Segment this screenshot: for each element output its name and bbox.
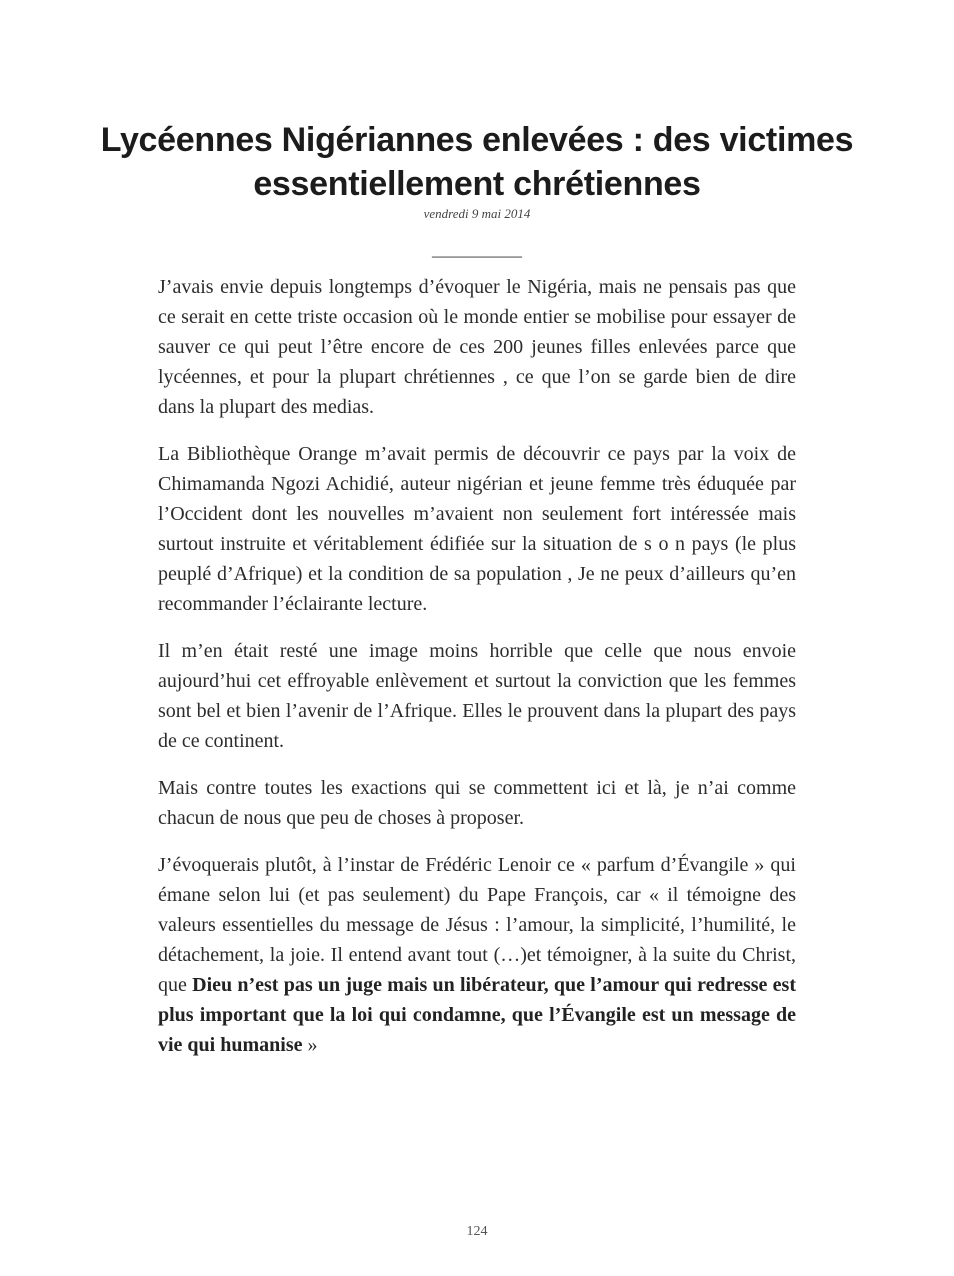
article-title: Lycéennes Nigériannes enlevées : des victimes essentiellement chrétiennes	[100, 121, 854, 203]
paragraph-5-bold-quote: Dieu n’est pas un juge mais un libérateur, que l’amour qui redresse est plus important que la loi qui condamne, que l’Évangile est un message de vie qui humanise	[158, 974, 796, 1056]
paragraph-2: La Bibliothèque Orange m’avait permis de découvrir ce pays par la voix de Chimamanda Ngozi Achidié, auteur nigérian et jeune femme très éduquée par l’Occident dont les nouvelles m’avaient non seulement fort intéressée mais surtout instruite et véritablement édifiée sur la situation de s o n pays (le plus peuplé d’Afrique) et la condition de sa population , Je ne peux d’ailleurs qu’en recommander l’éclairante lecture.	[158, 443, 796, 615]
paragraph-5-intro: J’évoquerais plutôt, à l’instar de Frédéric Lenoir ce « parfum d’Évangile » qui émane selon lui (et pas seulement) du Pape François, car « il témoigne des valeurs essentielles du message de Jésus : l’amour, la simplicité, l’humilité, le détachement, la joie. Il entend avant tout (…)et témoigner, à la suite du Christ, que	[158, 854, 796, 996]
paragraph-5-closing: »	[302, 1034, 318, 1056]
article-date: vendredi 9 mai 2014	[423, 206, 531, 221]
paragraph-4: Mais contre toutes les exactions qui se commettent ici et là, je n’ai comme chacun de nous que peu de choses à proposer.	[158, 777, 796, 829]
paragraph-5	[158, 850, 796, 1060]
page-number: 124	[466, 1224, 488, 1239]
article-body	[158, 272, 796, 1077]
title-separator: __________	[432, 239, 522, 259]
paragraph-3: Il m’en était resté une image moins horrible que celle que nous envoie aujourd’hui cet effroyable enlèvement et surtout la conviction que les femmes sont bel et bien l’avenir de l’Afrique. Elles le prouvent dans la plupart des pays de ce continent.	[158, 640, 796, 752]
paragraph-1: J’avais envie depuis longtemps d’évoquer le Nigéria, mais ne pensais pas que ce serait en cette triste occasion où le monde entier se mobilise pour essayer de sauver ce qui peut l’être encore de ces 200 jeunes filles enlevées parce que lycéennes, et pour la plupart chrétiennes , ce que l’on se garde bien de dire dans la plupart des medias.	[158, 276, 796, 418]
